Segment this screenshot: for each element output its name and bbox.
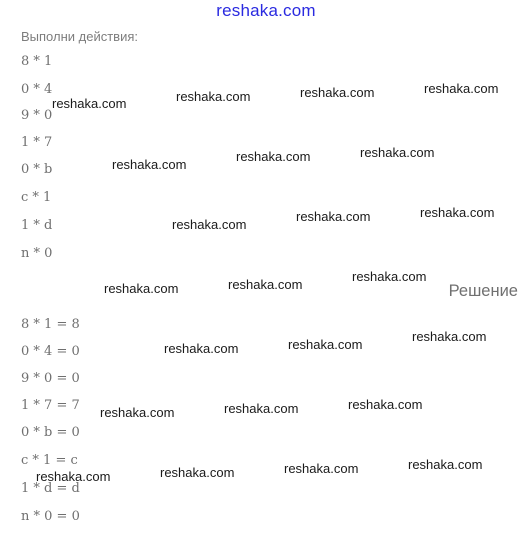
watermark: reshaka.com	[104, 281, 179, 296]
watermark: reshaka.com	[100, 405, 175, 420]
watermark: reshaka.com	[296, 209, 371, 224]
watermark: reshaka.com	[52, 96, 127, 111]
task-expression: 1 * 7	[21, 135, 53, 150]
solution-answer: 0 * b = 0	[21, 425, 80, 440]
watermark: reshaka.com	[228, 277, 303, 292]
watermark: reshaka.com	[160, 465, 235, 480]
watermark: reshaka.com	[164, 341, 239, 356]
watermark: reshaka.com	[420, 205, 495, 220]
watermark: reshaka.com	[112, 157, 187, 172]
task-expression: n * 0	[21, 246, 53, 261]
watermark: reshaka.com	[348, 397, 423, 412]
watermark: reshaka.com	[412, 329, 487, 344]
watermark: reshaka.com	[300, 85, 375, 100]
task-prompt: Выполни действия:	[21, 29, 138, 44]
solution-answer: 1 * d = d	[21, 481, 80, 496]
task-expression: 9 * 0	[21, 108, 53, 123]
task-expression: c * 1	[21, 190, 52, 205]
solution-answer: n * 0 = 0	[21, 509, 80, 524]
solution-answer: 9 * 0 = 0	[21, 371, 80, 386]
watermark: reshaka.com	[352, 269, 427, 284]
watermark: reshaka.com	[424, 81, 499, 96]
watermark: reshaka.com	[172, 217, 247, 232]
solution-answer: 8 * 1 = 8	[21, 317, 80, 332]
solution-answer: c * 1 = c	[21, 453, 78, 468]
task-expression: 8 * 1	[21, 54, 53, 69]
watermark: reshaka.com	[288, 337, 363, 352]
watermark: reshaka.com	[224, 401, 299, 416]
task-expression: 0 * 4	[21, 82, 53, 97]
watermark: reshaka.com	[176, 89, 251, 104]
solution-answer: 0 * 4 = 0	[21, 344, 80, 359]
watermark: reshaka.com	[36, 469, 111, 484]
solution-answer: 1 * 7 = 7	[21, 398, 80, 413]
site-title[interactable]: reshaka.com	[216, 1, 316, 20]
solution-heading: Решение	[448, 282, 518, 300]
watermark: reshaka.com	[408, 457, 483, 472]
watermark: reshaka.com	[236, 149, 311, 164]
watermark: reshaka.com	[284, 461, 359, 476]
task-expression: 0 * b	[21, 162, 53, 177]
task-expression: 1 * d	[21, 218, 53, 233]
watermark: reshaka.com	[360, 145, 435, 160]
